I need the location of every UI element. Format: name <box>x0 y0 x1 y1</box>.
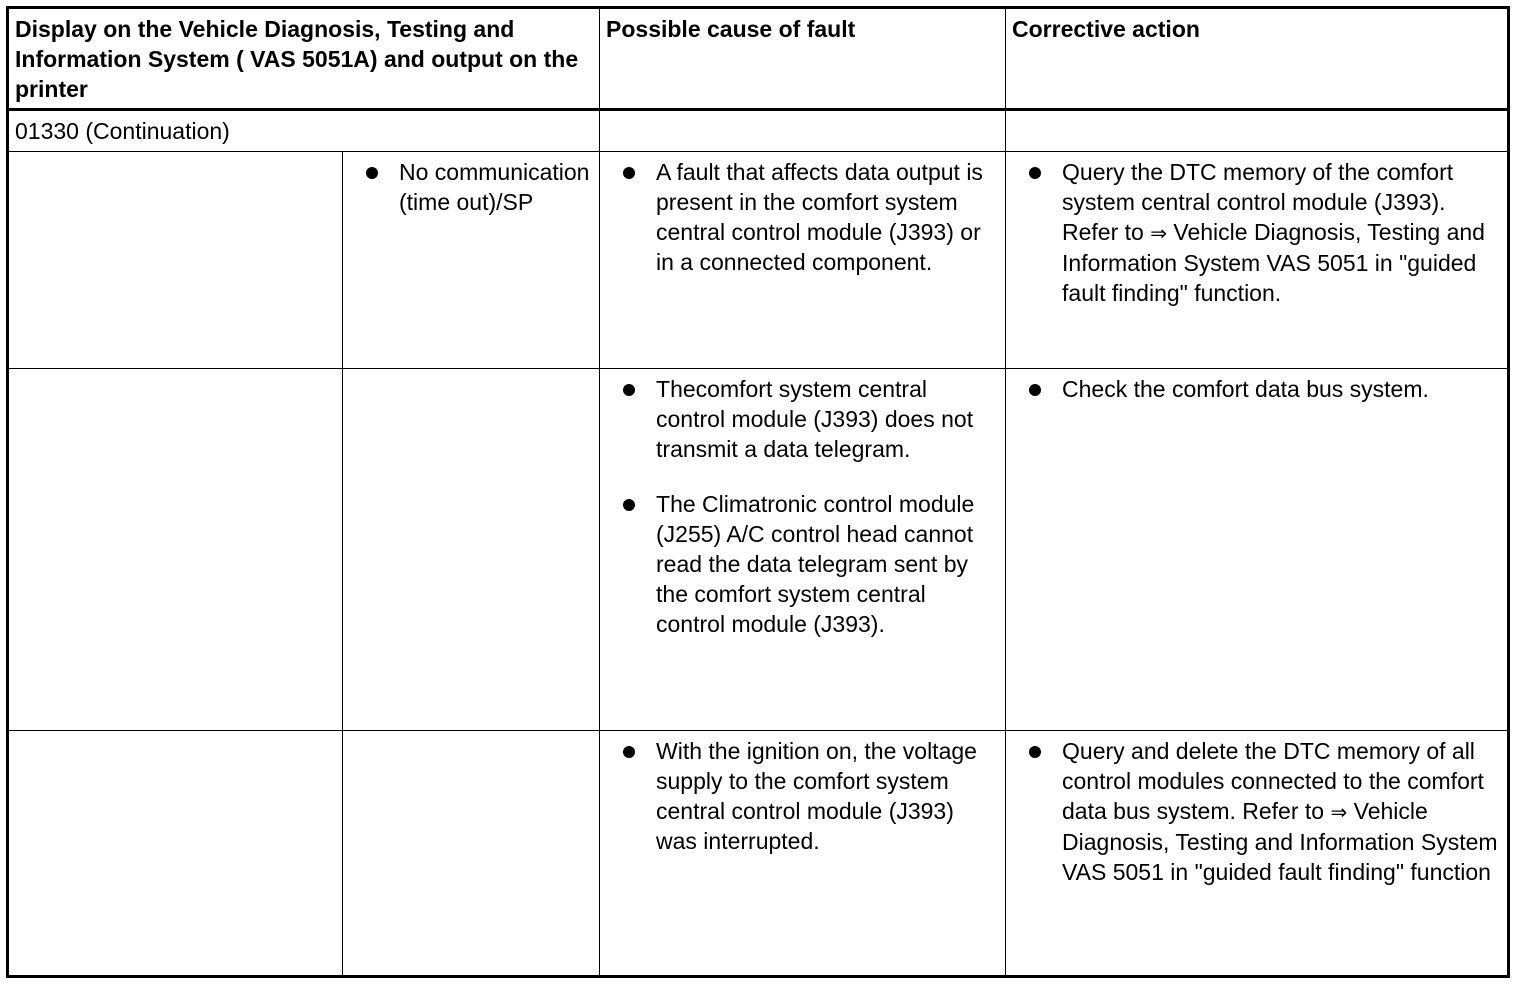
cause-item: The Climatronic control module (J255) A/C control head cannot read the data telegram sent by the comfort system central control module (J393). <box>600 489 1001 639</box>
empty-cell <box>343 369 600 731</box>
display-item: No communication (time out)/SP <box>343 157 595 217</box>
dtc-code: 01330 (Continuation) <box>8 110 600 152</box>
action-cell <box>1006 152 1509 369</box>
cause-item: A fault that affects data output is present in the comfort system central control module (J393) or in a connected component. <box>600 157 1001 277</box>
action-item <box>1006 736 1503 887</box>
header-row <box>8 8 1509 110</box>
action-text: Vehicle Diagnosis, Testing and Information System VAS 5051 in "guided fault finding" function <box>1062 798 1498 885</box>
table-row <box>8 369 1509 731</box>
cause-item: With the ignition on, the voltage supply to the comfort system central control module (J393) was interrupted. <box>600 736 1001 856</box>
cause-cell <box>600 369 1006 731</box>
empty-cell <box>1006 110 1509 152</box>
header-display: Display on the Vehicle Diagnosis, Testing and Information System ( VAS 5051A) and output on the printer <box>8 8 600 110</box>
empty-cell <box>8 731 343 977</box>
action-cell <box>1006 731 1509 977</box>
subheading-row <box>8 110 1509 152</box>
action-text: Query and delete the DTC memory of all control modules connected to the comfort data bus system. Refer to <box>1062 738 1484 824</box>
table-row <box>8 152 1509 369</box>
empty-cell <box>8 152 343 369</box>
arrow-icon: ⇒ <box>1150 221 1167 245</box>
display-cell <box>343 152 600 369</box>
action-cell <box>1006 369 1509 731</box>
fault-table <box>6 6 1510 978</box>
table-row <box>8 731 1509 977</box>
action-text: Query the DTC memory of the comfort system central control module (J393). Refer to <box>1062 159 1454 245</box>
empty-cell <box>8 369 343 731</box>
arrow-icon: ⇒ <box>1330 800 1348 824</box>
cause-item: Thecomfort system central control module (J393) does not transmit a data telegram. <box>600 374 1001 464</box>
empty-cell <box>343 731 600 977</box>
empty-cell <box>600 110 1006 152</box>
header-action: Corrective action <box>1006 8 1509 110</box>
action-item <box>1006 157 1503 308</box>
cause-cell <box>600 731 1006 977</box>
action-text: Vehicle Diagnosis, Testing and Information System VAS 5051 in "guided fault finding" function. <box>1062 219 1485 306</box>
action-item: Check the comfort data bus system. <box>1006 374 1503 404</box>
header-cause: Possible cause of fault <box>600 8 1006 110</box>
cause-cell <box>600 152 1006 369</box>
